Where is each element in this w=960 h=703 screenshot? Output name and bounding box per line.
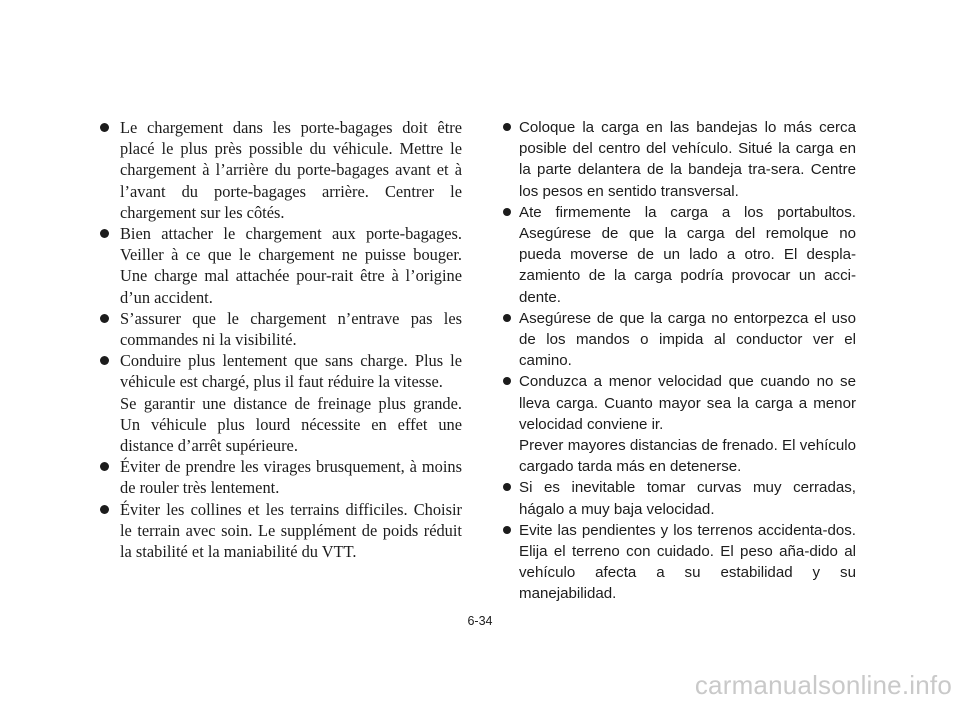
list-item xyxy=(98,456,462,498)
list-item xyxy=(98,308,462,350)
paragraph: Coloque la carga en las bandejas lo más cerca posible del centro del vehículo. Situé la carga en la parte delantera de la bandeja tra-sera. Centre los pesos en sentido transversal. xyxy=(519,119,856,200)
bullet-icon xyxy=(503,208,511,216)
bullet-icon xyxy=(503,123,511,131)
list-item xyxy=(499,477,856,519)
list-item xyxy=(499,202,856,308)
list-item xyxy=(499,117,856,202)
bullet-icon xyxy=(100,462,109,471)
page-number: 6-34 xyxy=(467,614,493,628)
bullet-icon xyxy=(100,356,109,365)
list-item xyxy=(499,308,856,372)
paragraph: Éviter les collines et les terrains difficiles. Choisir le terrain avec soin. Le supplément de poids réduit la stabilité et la maniabilité du VTT. xyxy=(120,499,462,562)
list-item xyxy=(98,223,462,308)
paragraph: Éviter de prendre les virages brusquement, à moins de rouler très lentement. xyxy=(120,457,462,498)
list-item xyxy=(499,520,856,605)
paragraph: Conduzca a menor velocidad que cuando no se lleva carga. Cuanto mayor sea la carga a menor velocidad conviene ir. xyxy=(519,373,856,433)
paragraph: Ate firmemente la carga a los portabultos. Asegúrese de que la carga del remolque no pueda moverse de un lado a otro. El despla-zamiento de la carga podría provocar un acci-dente. xyxy=(519,203,856,306)
paragraph: Le chargement dans les porte-bagages doit être placé le plus près possible du véhicule. Mettre le chargement à l’arrière du porte-bagages avant et à l’avant du porte-bagages arrière. Centrer le chargement sur les côtés. xyxy=(120,118,462,222)
paragraph: Se garantir une distance de freinage plus grande. Un véhicule plus lourd nécessite en effet une distance d’arrêt supérieure. xyxy=(120,393,462,456)
paragraph: Si es inevitable tomar curvas muy cerradas, hágalo a muy baja velocidad. xyxy=(519,479,856,518)
paragraph: S’assurer que le chargement n’entrave pas les commandes ni la visibilité. xyxy=(120,308,462,350)
bullet-icon xyxy=(503,314,511,322)
list-item xyxy=(98,350,462,456)
left-column-french xyxy=(98,117,462,562)
bullet-icon xyxy=(100,123,109,132)
paragraph: Prever mayores distancias de frenado. El vehículo cargado tarda más en detenerse. xyxy=(519,437,856,476)
bullet-icon xyxy=(100,229,109,238)
paragraph: Conduire plus lentement que sans charge. Plus le véhicule est chargé, plus il faut réduire la vitesse. xyxy=(120,351,462,392)
bullet-icon xyxy=(503,483,511,491)
list-item xyxy=(98,499,462,563)
paragraph: Evite las pendientes y los terrenos accidenta-dos. Elija el terreno con cuidado. El peso aña-dido al vehículo afecta a su estabilidad y su manejabilidad. xyxy=(519,521,856,603)
right-column-spanish xyxy=(499,117,856,605)
paragraph: Bien attacher le chargement aux porte-bagages. Veiller à ce que le chargement ne puisse bouger. Une charge mal attachée pour-rait être à l’origine d’un accident. xyxy=(120,224,462,307)
watermark: carmanualsonline.info xyxy=(694,670,952,700)
paragraph: Asegúrese de que la carga no entorpezca el uso de los mandos o impida al conductor ver el camino. xyxy=(519,309,856,370)
bullet-icon xyxy=(100,314,109,323)
list-item xyxy=(98,117,462,223)
bullet-icon xyxy=(503,377,511,385)
list-item xyxy=(499,371,856,477)
bullet-icon xyxy=(503,526,511,534)
bullet-icon xyxy=(100,505,109,514)
